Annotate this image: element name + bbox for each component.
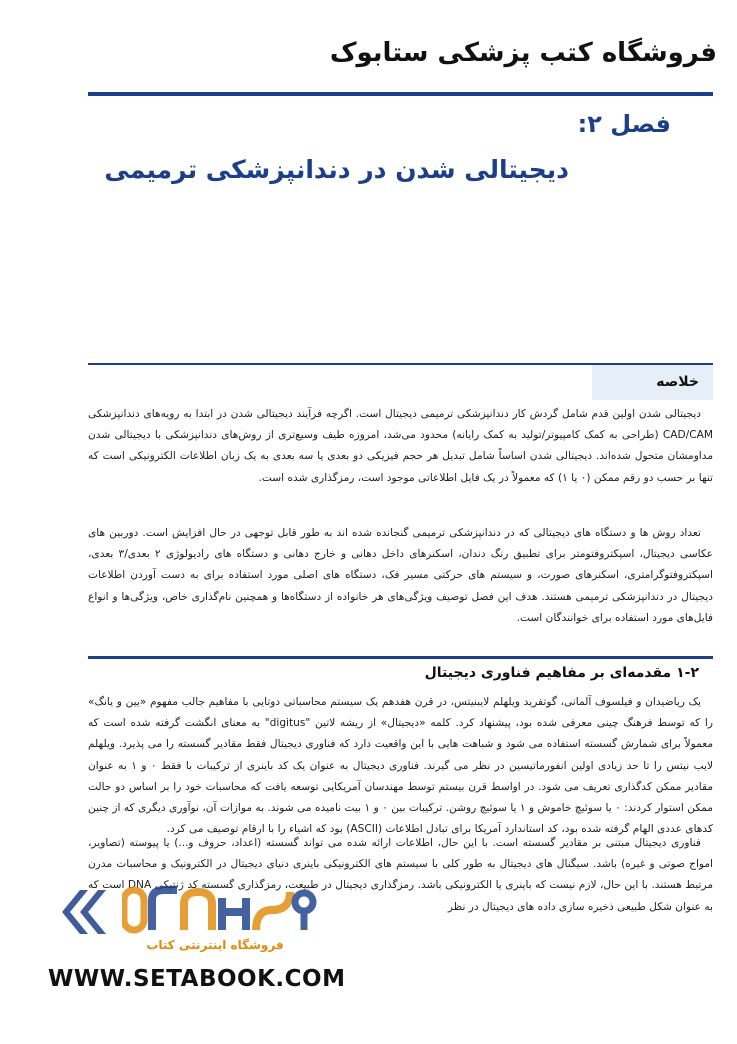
chapter-number: فصل ۲: xyxy=(577,110,671,138)
section-divider xyxy=(88,656,713,659)
watermark-url: WWW.SETABOOK.COM xyxy=(48,966,346,992)
section-paragraph-2: فناوری دیجیتال مبتنی بر مقادیر گسسته است. با این حال، اطلاعات ارائه شده می تواند گسسته (اعداد، حروف و...) یا پیوسته (تصاویر، امواج صوتی و غیره) باشد. سیگنال های دیجیتال به طور کلی با سیستم های الکترونیکی باینری دنیای دیجیتال در الکترونیک و محاسبات مدرن مرتبط هستند. با این حال، لازم نیست که باینری یا الکترونیکی باشد. رمزگذاری دیجیتال در طبیعت، رمزگذاری گسسته کد ژنتیکی DNA است که به عنوان شکل طبیعی ذخیره سازی داده های دیجیتال در نظر xyxy=(88,837,713,913)
section-heading: ۱-۲ مقدمه‌ای بر مفاهیم فناوری دیجیتال xyxy=(424,665,699,681)
summary-paragraph-1: دیجیتالی شدن اولین قدم شامل گردش کار دندانپزشکی ترمیمی دیجیتال است. اگرچه فرآیند دیجیتالی شدن در ابتدا به رویه‌های دندانپزشکی CAD/CAM (طراحی به کمک کامپیوتر/تولید به کمک رایانه) محدود می‌شد، امروزه طیف وسیع‌تری از روش‌های دندانپزشکی با دیجیتالی شدن مداومشان متحول شده‌اند. دیجیتالی شدن اساساً شامل تبدیل هر حجم فیزیکی دو بعدی یا سه بعدی به یک زبان اطلاعات الکترونیکی است که تنها بر حسب دو رقم ممکن (۰ یا ۱) که معمولاً در یک فایل اطلاعاتی موجود است، رمزگذاری شده است. xyxy=(88,408,713,484)
chevron-logo-icon xyxy=(58,882,118,942)
section-paragraph-1: یک ریاضیدان و فیلسوف آلمانی، گوتفرید ویلهلم لایبنیتس، در قرن هفدهم یک سیستم محاسباتی دوتایی با مفاهیم جالب مفهوم «یین و یانگ» را که توسط فرهنگ چینی معرفی شده بود، پیشنهاد کرد. کلمه «دیجیتال» از ریشه لاتین "digitus" به معنای انگشت گرفته شده است که معمولاً برای شمارش گسسته استفاده می شود و شباهت هایی با این واقعیت دارد که فناوری دیجیتال فقط مقادیر گسسته را می پذیرد. ویلهلم لایب نیتس را تا حد زیادی اولین انفورماتیسین در نظر می گیرند. فناوری دیجیتال به عنوان یک کد باینری از ترکیبات با فقط ۰ و ۱ به عنوان مقادیر ممکن کدگذاری تعریف می شود. در اواسط قرن بیستم توسط مهندسان آمریکایی توسعه یافت که محاسبات خود را بر اساس دو حالت ممکن استوار کردند: ۰ یا سوئیچ خاموش و ۱ یا سوئیچ روشن. ترکیبات بین ۰ و ۱ بیت نامیده می شوند. به موازات آن، نوآوری دیگری که از چنین کدهای عددی الهام گرفته شده بود، کد استاندارد آمریکا برای تبادل اطلاعات (ASCII) بود که اشیاء را با ارقام توصیف می کرد. xyxy=(88,696,713,836)
watermark-subtitle: فروشگاه اینترنتی کتاب xyxy=(110,938,320,952)
summary-heading: خلاصه xyxy=(656,374,699,390)
summary-paragraph-2: تعداد روش ها و دستگاه های دیجیتالی که در دندانپزشکی ترمیمی گنجانده شده اند به طور قابل توجهی در حال افزایش است. دوربین های عکاسی دیجیتال، اسپکتروفتومتر برای تطبیق رنگ دندان، اسکنرهای داخل دهانی و خارج دهانی و دستگاه های رادیولوژی ۲ بعدی/۳ بعدی، اسپکتروفتوگرامتری، اسکنرهای صورت، و سیستم های حرکتی مسیر فک، دستگاه های اصلی مورد استفاده برای به دست آوردن اطلاعات دیجیتال در دندانپزشکی ترمیمی هستند. هدف این فصل توصیف ویژگی‌های هر خانواده از دستگاه‌ها و همچنین نام‌گذاری خاص، ویژگی‌ها و انواع فایل‌های مورد استفاده برای خوانندگان است. xyxy=(88,527,713,624)
chapter-title: دیجیتالی شدن در دندانپزشکی ترمیمی xyxy=(104,155,569,184)
header-divider xyxy=(88,92,713,96)
setabook-watermark xyxy=(40,880,346,1020)
store-title: فروشگاه کتب پزشکی ستابوک xyxy=(329,38,717,68)
setabook-logo-icon xyxy=(122,880,322,942)
